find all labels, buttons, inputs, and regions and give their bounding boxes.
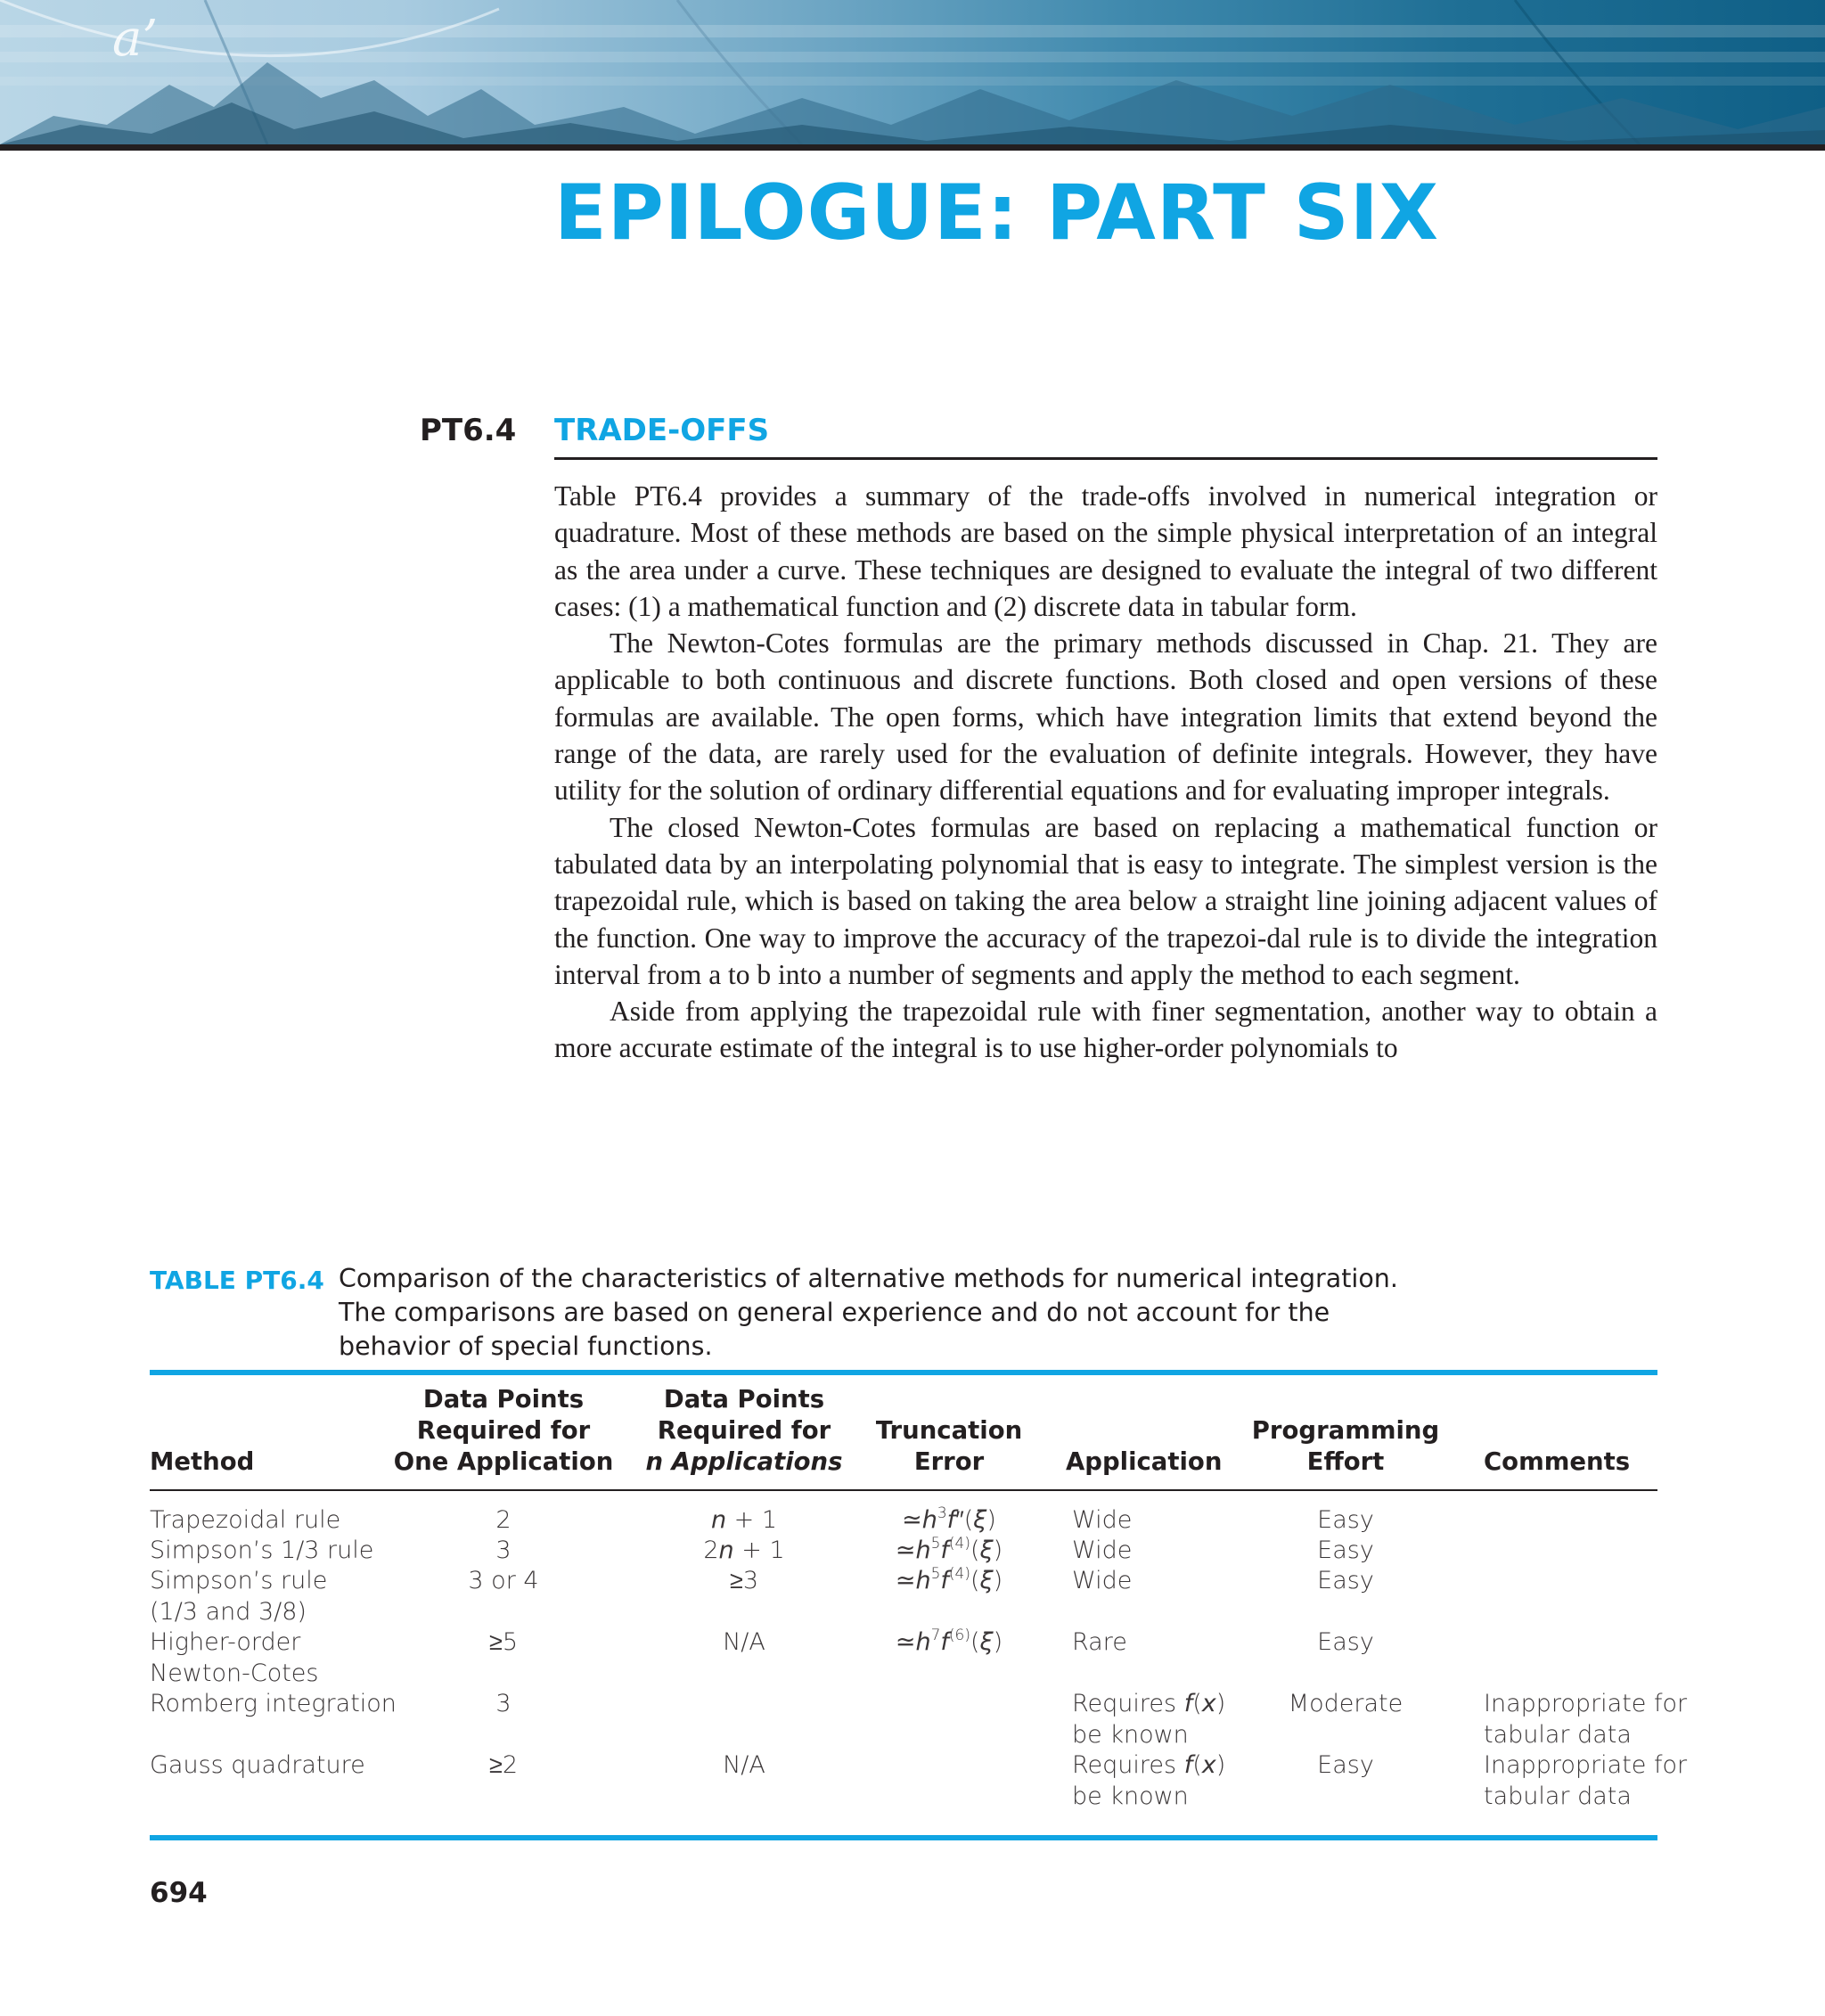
table-row-3-effort: Easy — [1317, 1567, 1374, 1594]
cell-line: tabular data — [1484, 1720, 1632, 1749]
body-paragraph: Table PT6.4 provides a summary of the trade-offs involved in numerical integration or quadrature. Most of these methods are based on the simple physical interpretation of an integral as the area under a curve. These techniques are designed to evaluate the integral of two different cases: (1) a mathematical function and (2) discrete data in tabular form. — [554, 480, 1657, 622]
header-n-applications — [628, 1384, 860, 1478]
table-row-4-effort: Easy — [1317, 1628, 1374, 1656]
table-row-1-n-app: n + 1 — [710, 1506, 778, 1534]
header-method — [150, 1446, 254, 1478]
table-row-2-n-app: 2n + 1 — [703, 1537, 785, 1564]
header-line-italic: n Applications — [645, 1447, 843, 1476]
banner-glyph: a’ — [112, 10, 159, 68]
table-row-6-n-app: N/A — [723, 1751, 765, 1779]
cell-line: Newton-Cotes — [150, 1659, 319, 1687]
table-row-5-method: Romberg integration — [150, 1690, 397, 1717]
table-row-5-comments — [1484, 1689, 1687, 1750]
table-row-1-method: Trapezoidal rule — [150, 1506, 341, 1534]
page-title: EPILOGUE: PART SIX — [554, 168, 1440, 258]
caption-line: behavior of special functions. — [339, 1332, 713, 1361]
cell-line: Requires f(x) — [1072, 1751, 1226, 1779]
mountain-sky-illustration — [0, 0, 1825, 144]
table-row-2-error: $≃h^5f^{(4)}(\xi)$ — [895, 1535, 1003, 1564]
body-paragraph: The Newton-Cotes formulas are the primary methods discussed in Chap. 21. They are applicable to both continuous and discrete functions. Both closed and open versions of these formulas are available. The open forms, which have integration limits that extend beyond the range of the data, are rarely used for the evaluation of definite integrals. However, they have utility for the solution of ordinary differential equations and for evaluating improper integrals. — [554, 627, 1657, 807]
header-line: Comments — [1484, 1447, 1631, 1476]
table-row-6-application — [1072, 1750, 1225, 1812]
table-row-3-n-app: ≥3 — [730, 1567, 758, 1594]
header-line: Required for — [657, 1416, 831, 1445]
cell-line: Inappropriate for — [1484, 1751, 1688, 1779]
table-row-1-one-app: 2 — [495, 1506, 511, 1534]
table-row-1-error: $≃h^3f''(\xi)$ — [902, 1504, 996, 1534]
header-method-line: Method — [150, 1447, 255, 1476]
table-row-6-effort: Easy — [1317, 1751, 1374, 1779]
header-banner — [0, 0, 1825, 144]
cell-line: Simpson’s rule — [150, 1567, 328, 1594]
table-bottom-rule — [150, 1835, 1657, 1840]
table-row-6-one-app: ≥2 — [489, 1751, 518, 1779]
table-row-3-error: $≃h^5f^{(4)}(\xi)$ — [895, 1565, 1003, 1594]
table-row-5-one-app: 3 — [495, 1690, 511, 1717]
header-line: Required for — [416, 1416, 591, 1445]
cell-line: tabular data — [1484, 1782, 1632, 1810]
table-header-rule — [150, 1489, 1657, 1491]
table-row-5-application — [1072, 1689, 1225, 1750]
header-line: Programming — [1251, 1416, 1440, 1445]
table-row-2-one-app: 3 — [495, 1537, 511, 1564]
body-text — [554, 478, 1657, 1067]
body-paragraph: Aside from applying the trapezoidal rule with finer segmentation, another way to obtain a more accurate estimate of the integral is to use higher-order polynomials to — [554, 996, 1657, 1064]
cell-line: Requires f(x) — [1072, 1690, 1226, 1717]
table-row-4-one-app: ≥5 — [489, 1628, 518, 1656]
header-line — [628, 1446, 860, 1478]
table-row-4-n-app: N/A — [723, 1628, 765, 1656]
table-row-4-method — [150, 1627, 319, 1689]
banner-divider — [0, 144, 1825, 151]
header-line: One Application — [393, 1447, 614, 1476]
caption-line: Comparison of the characteristics of alternative methods for numerical integration. — [339, 1264, 1398, 1293]
table-row-2-effort: Easy — [1317, 1537, 1374, 1564]
table-row-1-effort: Easy — [1317, 1506, 1374, 1534]
header-one-application — [383, 1384, 624, 1478]
cell-line: be known — [1072, 1720, 1189, 1749]
section-number: PT6.4 — [420, 413, 517, 448]
header-truncation-error — [869, 1415, 1029, 1478]
section-title: TRADE-OFFS — [554, 413, 770, 448]
header-line: Error — [913, 1447, 985, 1476]
body-paragraph: The closed Newton-Cotes formulas are based on replacing a mathematical function or tabulated data by an interpolating polynomial that is easy to integrate. The simplest version is the trapezoidal rule, which is based on taking the area below a straight line joining adjacent values of the function. One way to improve the accuracy of the trapezoi-dal rule is to divide the integration interval from a to b into a number of segments and apply the method to each segment. — [554, 811, 1657, 990]
header-line: Application — [1066, 1447, 1223, 1476]
table-row-6-method: Gauss quadrature — [150, 1751, 365, 1779]
table-row-1-application: Wide — [1072, 1506, 1133, 1534]
header-line: Data Points — [422, 1385, 585, 1414]
table-row-6-comments — [1484, 1750, 1687, 1812]
header-line: Effort — [1306, 1447, 1385, 1476]
table-row-5-effort: Moderate — [1288, 1690, 1404, 1717]
table-top-rule — [150, 1370, 1657, 1375]
table-label: TABLE PT6.4 — [150, 1266, 324, 1295]
table-row-3-one-app: 3 or 4 — [468, 1567, 539, 1594]
table-row-3-method — [150, 1566, 327, 1627]
cell-line: Inappropriate for — [1484, 1690, 1688, 1717]
header-line: Data Points — [663, 1385, 825, 1414]
table-row-3-application: Wide — [1072, 1567, 1133, 1594]
cell-line: Higher-order — [150, 1628, 301, 1656]
table-row-2-method: Simpson’s 1/3 rule — [150, 1537, 374, 1564]
header-comments — [1484, 1446, 1630, 1478]
table-row-4-application: Rare — [1072, 1628, 1127, 1656]
cell-line: (1/3 and 3/8) — [150, 1597, 307, 1626]
cell-line: be known — [1072, 1782, 1189, 1810]
header-programming-effort — [1248, 1415, 1444, 1478]
header-line: Truncation — [875, 1416, 1023, 1445]
caption-line: The comparisons are based on general experience and do not account for the — [339, 1298, 1330, 1327]
table-row-4-error: $≃h^7f^{(6)}(\xi)$ — [895, 1627, 1003, 1656]
page-number: 694 — [150, 1877, 208, 1909]
header-application — [1066, 1446, 1222, 1478]
table-row-2-application: Wide — [1072, 1537, 1133, 1564]
section-divider — [554, 457, 1657, 460]
